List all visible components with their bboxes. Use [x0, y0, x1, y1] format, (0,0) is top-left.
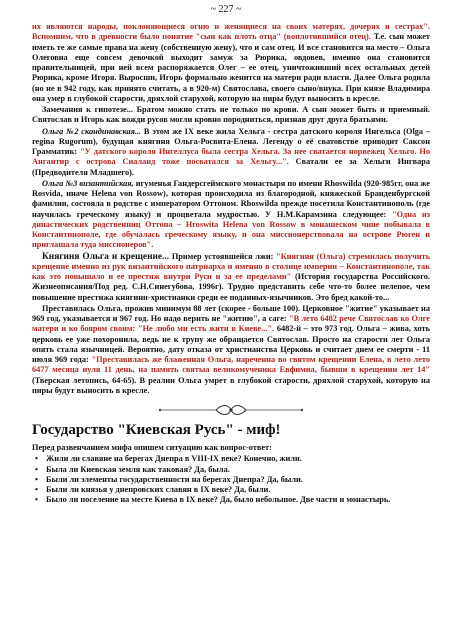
- quote-text: "У датского короля Ингеллуса была сестра Хельга. За нее сватается норвежец Хельго. Но Ангантир с острова Сиаланд тоже посватался за Хельгу...".: [32, 147, 430, 167]
- page-body: [32, 22, 430, 506]
- paragraph-6: [32, 304, 430, 396]
- page-number: ~ 227 ~: [210, 4, 242, 15]
- quote-text: "Одна из династических родственниц Оттона – Hroswita Helena von Rossow в монашеском чине побывала в Константинополе, где обучалась греческому языку, и она миссионерствовала на острове Рюген и приглашала туда миссионеров".: [32, 209, 430, 250]
- list-item: • Были ли князья у днепровских славян в IX веке? Да, были.: [46, 485, 430, 495]
- qa-list: [32, 454, 430, 505]
- body-text: В этом же IX веке жила Хельга - сестра датского короля Ингельса (Olga – regina Rugorum), будущая княгиня Ольга-Росвита-Елена. Легенду о её сватовстве приводит Саксон Грамматик:: [32, 126, 430, 156]
- section-title: Государство "Киевская Русь" - миф!: [32, 422, 281, 438]
- list-item: • Были ли элементы государственности на берегах Днепра? Да, были.: [46, 475, 430, 485]
- paragraph-1: [32, 22, 430, 104]
- body-text: 6482-й – это 973 год. Ольга – жива, хоть церковь ее уже похоронила, ведь не к трупу же обращается Святослав. Просто на старости лет Ольга опять стала язычницей. Вероятно, дату отказа от христианства Церковь и считает днем ее смерти - 11 июля 969 года:: [32, 324, 430, 364]
- body-text: игуменья Гандерсгеймского монастыря по имени Rhoswilda (920-985гг, она же Rosvida, иначе Helena von Rossow), которая происходила из благородной, княжеской Бранденбургской фамилии, состояла в родстве с императором Оттоном. Rhoswilda прежде посетила Константинополь (где научилась греческому языку) и процветала мудростью. У Н.М.Карамзина следующее:: [32, 178, 430, 219]
- body-text: Пример устоявшейся лжи:: [169, 251, 277, 261]
- paragraph-3: [32, 127, 430, 178]
- body-text: Сватали ее за Хельги Ингвара (Предводителя Младшего).: [32, 157, 430, 177]
- paragraph-5: [32, 252, 430, 303]
- section-intro: Перед развенчанием мифа опишем ситуацию как вопрос-ответ:: [32, 443, 272, 452]
- paragraph-label: Ольга №2 скандинавская...: [42, 126, 142, 136]
- ornament-divider-icon: [156, 403, 306, 417]
- paragraph-label: Княгиня Ольга и крещение...: [42, 251, 170, 262]
- paragraph-4: [32, 179, 430, 251]
- quote-text: их являются народы, поклоняющиеся огню и женящиеся на своих матерях, дочерях и сестрах". Вспомним, что в древности было понятие "сын как плоть отца" (воплотившийся отец).: [32, 22, 430, 42]
- paragraph-label: Ольга №3 византийская,: [42, 178, 134, 188]
- quote-text: "В лето 6482 рече Святослав ко Олге матери и ко бояром своим: "Не любо ми есть жити в Киеве...".: [32, 314, 430, 334]
- quote-text: "Княгиня (Ольга) стремилась получить крещение именно из рук византийского патриарха и именно в столице империи – Константинополе, так как это повышало и ее престиж внутри Руси и за ее пределами": [32, 251, 430, 281]
- list-item: • Была ли Киевская земля как таковая? Да, была.: [46, 465, 430, 475]
- body-text: (Тверская летопись, 64-65). В реалии Ольга умрет в глубокой старости, дряхлой старухой, которую на пиры будут выносить в кресле.: [32, 375, 430, 395]
- body-text: (История государства Российского. Жизнеописания/Под ред. С.Н.Синегубова, 1996г). Трудно представить себе что-то более нелепое, чем повышение престижа княгини-христианки среди ее поданных-язычников. Это бред какой-то...: [32, 272, 430, 302]
- quote-text: "Преставилась же блаженная Ольга, нареченна во святом крещении Елена, в лето лето 6477 месяца иуля 11 день, на память святыа великомученика Евфимиа, бывши в крещении лет 14": [32, 355, 431, 375]
- body-text: Преставилась Ольга, прожив минимум 88 лет (скорее - больше 100). Церковное "житие" указывает на 969 год, указывается и 967 год. Но надо верить не "житию", а саге:: [32, 303, 430, 323]
- list-item: • Было ли поселение на месте Киева в IX веке? Да, было небольшое. Две части и монастырь.: [46, 495, 430, 505]
- body-text: Т.е. сын может иметь те же самые права на жену (собственную жену), что и сам отец. И все становится на место – Ольга Олеговна еще совсем девочкой выходит замуж за Рюрика, овдовев, именно она становится правительницей, при ней всем распоряжается Олег – ее отец, уничтоживший всех остальных детей Рюрика, кроме Игоря. Выросши, Игорь формально женится на матери ради власти. Далее Ольга родила (но не в 942 году, как принято считать, а в 920-м) Святослава, своего сыно/внука. При князе Владимира она умер в глубокой старости, дряхлой старухой, которую на пиры будут выносить в кресле.: [32, 32, 430, 103]
- paragraph-2: Замечания к гипотезе... Братом можно стать не только по крови. А сын может быть и приемный. Святослав и Игорь как вожди русов могли кровно породниться, признав друг друга братьями.: [32, 105, 430, 125]
- list-item: • Жили ли славяне на берегах Днепра в VIII-IX веке? Конечно, жили.: [46, 454, 430, 464]
